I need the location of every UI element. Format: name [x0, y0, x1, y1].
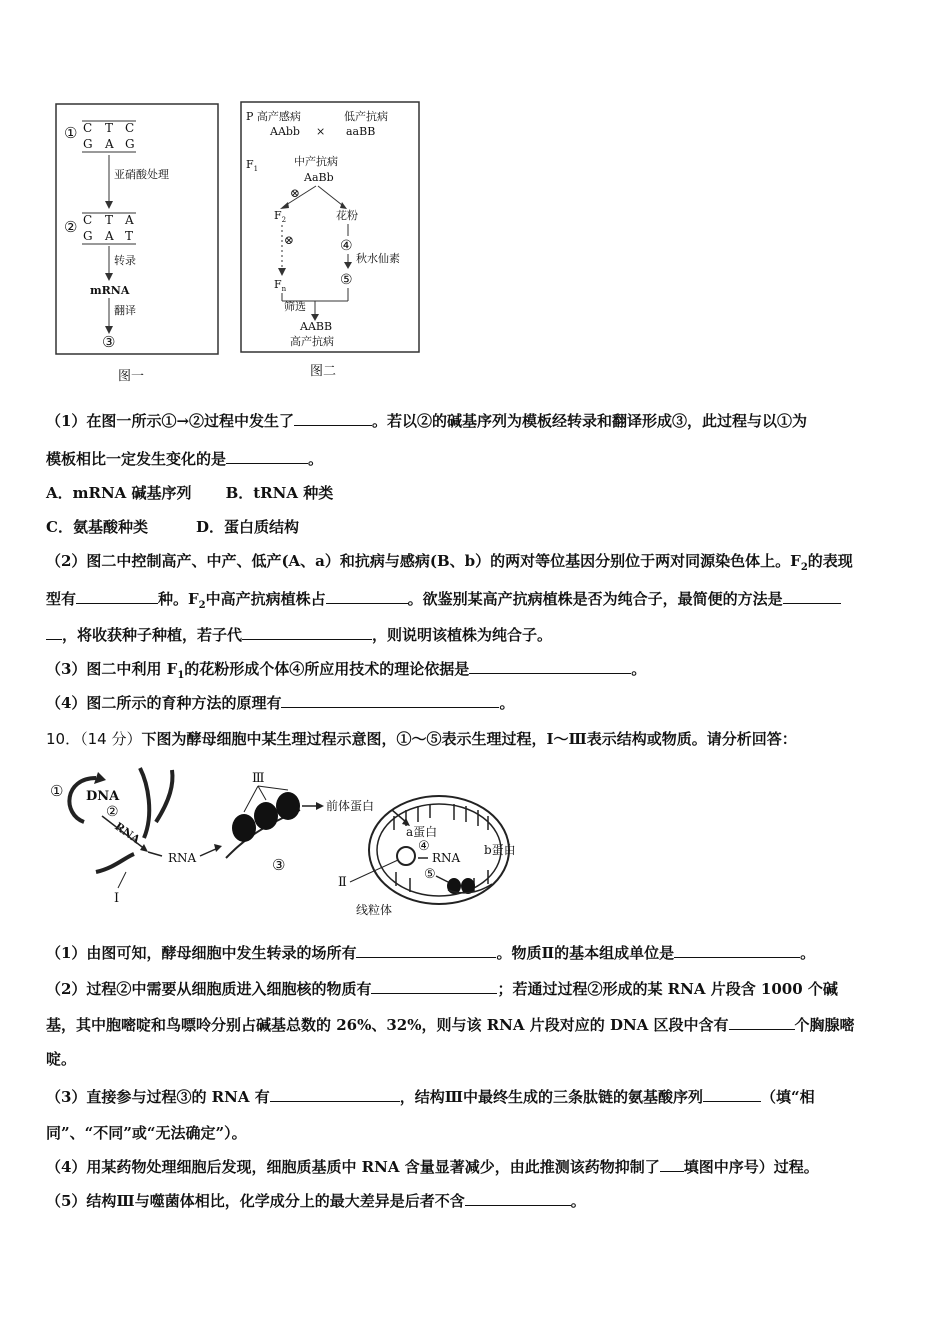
q9-options-row1: [46, 482, 910, 504]
q9-blank-5b[interactable]: [46, 625, 62, 640]
fig2-colchicine: 秋水仙素: [356, 252, 400, 265]
figure-2-frame: [241, 102, 419, 352]
q9-part1-line1: [46, 410, 910, 432]
q10-number: 10．（14 分）: [46, 730, 142, 748]
fig3-pointer-3a: [244, 786, 258, 812]
fig2-screen: 筛选: [284, 300, 306, 313]
fig2-step-4: ④: [340, 238, 353, 254]
fig3-mito-label: 线粒体: [356, 903, 393, 917]
figure-2: [236, 98, 426, 383]
q10-intro: [46, 728, 910, 750]
q10-part3-line1: [46, 1086, 910, 1108]
q9-part2-line3: [46, 624, 910, 646]
fig1-base: T: [125, 229, 134, 243]
fig1-step-2: 转录: [114, 254, 136, 267]
fig2-pollen: 花粉: [336, 209, 358, 222]
fig1-base: T: [105, 213, 114, 227]
fig2-f1-label: $F_1$: [246, 158, 259, 173]
fig2-p-right-geno: aaBB: [346, 125, 376, 138]
q10-part1-text-a: （1）由图可知，酵母细胞中发生转录的场所有: [46, 944, 357, 962]
q9-part2-text-d: 种。F: [158, 590, 199, 608]
fig2-cross: ×: [316, 125, 326, 138]
fig3-circle-4: ④: [418, 839, 430, 854]
q9-part3-text-c: 。: [631, 660, 647, 678]
fig1-step-1: 亚硝酸处理: [114, 168, 169, 181]
fig2-final-pheno: 高产抗病: [290, 335, 334, 348]
q10-blank-8[interactable]: [465, 1191, 571, 1206]
q9-part2-line2: [46, 588, 910, 617]
fig2-arrowhead-left: [280, 202, 289, 209]
q9-part1-line2: [46, 448, 910, 470]
fig1-circle-3: ③: [102, 333, 116, 351]
fig1-base: C: [83, 121, 93, 135]
q10-part1-text-b: 。物质Ⅱ的基本组成单位是: [496, 944, 675, 962]
fig3-precursor: 前体蛋白: [326, 799, 375, 813]
q9-blank-7[interactable]: [469, 659, 631, 674]
figure-3-diagram: [44, 764, 544, 924]
fig3-roman-1: Ⅰ: [114, 891, 120, 906]
fig2-p-right: 低产抗病: [344, 110, 388, 123]
fig2-fn-label: $F_n$: [274, 278, 287, 293]
fig1-base: G: [125, 137, 135, 151]
fig3-arrowhead-precursor: [316, 802, 324, 810]
q9-part3-text-a: （3）图二中利用 F: [46, 660, 178, 678]
fig1-step-3: 翻译: [114, 304, 136, 317]
fig3-nuclear-pore: [140, 768, 172, 838]
fig3-arrowhead-ribosome: [214, 844, 222, 852]
fig3-mito-dna: [397, 847, 415, 865]
q10-part4-text-a: （4）用某药物处理细胞后发现，细胞质基质中 RNA 含量显著减少，由此推测该药物抑制了: [46, 1158, 660, 1176]
q9-part2-text-c: 型有: [46, 590, 77, 608]
fig1-base: T: [105, 121, 114, 135]
q9-blank-6[interactable]: [242, 625, 372, 640]
q10-part1: [46, 942, 910, 964]
q10-blank-4[interactable]: [729, 1015, 795, 1030]
q9-part2-text-h: ，则说明该植株为纯合子。: [372, 626, 553, 644]
q9-part2-text-e: 中高产抗病植株占: [205, 590, 326, 608]
q10-blank-7[interactable]: [660, 1157, 684, 1172]
fig2-arrowhead-right: [340, 202, 347, 209]
q9-blank-4[interactable]: [326, 589, 408, 604]
q10-blank-3[interactable]: [371, 979, 497, 994]
fig1-base: C: [125, 121, 135, 135]
fig3-rna: RNA: [168, 851, 197, 865]
q9-part2-sub-d: 2: [198, 600, 206, 611]
fig2-f1-pheno: 中产抗病: [294, 155, 338, 168]
q9-part4-text-b: 。: [499, 694, 515, 712]
q10-part2-text-c: 基，其中胞嘧啶和鸟嘌呤分别占碱基总数的 26%、32%，则与该 RNA 片段对应的 DNA 区段中含有: [46, 1016, 729, 1034]
q9-option-c[interactable]: C．氨基酸种类: [46, 518, 148, 536]
q10-blank-2[interactable]: [674, 943, 800, 958]
q9-blank-3[interactable]: [76, 589, 158, 604]
fig3-arrow-5: [436, 876, 448, 882]
figure-1-frame: [56, 104, 218, 354]
fig2-f2-label: $F_2$: [274, 209, 287, 224]
fig2-p-left: P 高产感病: [246, 110, 301, 123]
q9-part3-text-b: 的花粉形成个体④所应用技术的理论依据是: [184, 660, 470, 678]
q10-intro-text: 下图为酵母细胞中某生理过程示意图，①～⑤表示生理过程，Ⅰ～Ⅲ表示结构或物质。请分析回答：: [141, 730, 797, 748]
q9-blank-2[interactable]: [226, 449, 308, 464]
figure-1: [52, 100, 222, 390]
q9-options-row2: [46, 516, 910, 538]
q10-part4: [46, 1156, 910, 1178]
fig1-base: A: [105, 229, 114, 243]
q10-part5: [46, 1190, 910, 1212]
fig2-final-geno: AABB: [300, 320, 333, 333]
fig3-arrowhead-2: [140, 844, 148, 852]
q9-blank-1[interactable]: [294, 411, 372, 426]
fig2-selfing-1: ⊗: [290, 186, 301, 200]
fig3-pointer-1: [118, 872, 126, 888]
q9-option-d[interactable]: D．蛋白质结构: [195, 518, 299, 536]
fig3-dna: DNA: [86, 789, 120, 804]
fig3-ribosome-3: [276, 792, 300, 820]
q9-part2-text-b: 的表现: [807, 552, 853, 570]
q9-part2-text-a: （2）图二中控制高产、中产、低产(A、a）和抗病与感病(B、b）的两对等位基因分别位于两对同源染色体上。F: [46, 552, 801, 570]
fig2-arrowhead-dotted: [278, 268, 286, 276]
q10-part4-text-b: 填图中序号）过程。: [683, 1158, 819, 1176]
q10-part2-text-e: 啶。: [46, 1050, 77, 1068]
q9-part2-text-f: 。欲鉴别某高产抗病植株是否为纯合子，最简便的方法是: [407, 590, 783, 608]
figure-1-diagram: [52, 100, 222, 390]
q10-blank-5[interactable]: [270, 1087, 400, 1102]
fig3-circle-2: ②: [106, 804, 119, 820]
fig1-arrowhead-2: [105, 273, 113, 281]
fig3-nuclear-envelope: [96, 854, 134, 872]
fig1-arrowhead-1: [105, 201, 113, 209]
fig3-pointer-3c: [258, 786, 288, 790]
fig3-rna-2: RNA: [432, 851, 461, 865]
figure-2-caption: 图二: [310, 364, 337, 379]
fig2-selfing-2: ⊗: [284, 233, 295, 247]
fig3-arrow-rna: [148, 852, 162, 856]
q9-part2-text-g: ，将收获种子种植，若子代: [62, 626, 243, 644]
q9-part1-text-c: 模板相比一定发生变化的是: [46, 450, 227, 468]
fig1-base: C: [83, 213, 93, 227]
q10-blank-6[interactable]: [703, 1087, 761, 1102]
fig3-roman-3: Ⅲ: [252, 771, 265, 786]
q9-option-b[interactable]: B．tRNA 种类: [225, 484, 334, 502]
q10-blank-1[interactable]: [356, 943, 496, 958]
q9-part4-text-a: （4）图二所示的育种方法的原理有: [46, 694, 282, 712]
fig1-base: A: [105, 137, 114, 151]
fig1-base: A: [125, 213, 134, 227]
fig2-arrow-right: [318, 186, 342, 205]
q10-part2-line1: [46, 978, 910, 1000]
fig3-b-protein: b蛋白: [484, 843, 516, 857]
fig1-circle-2: ②: [64, 218, 78, 236]
q10-part2-text-a: （2）过程②中需要从细胞质进入细胞核的物质有: [46, 980, 372, 998]
fig1-base: G: [83, 229, 93, 243]
q9-part3: [46, 658, 910, 687]
fig3-a-protein: a蛋白: [406, 825, 438, 839]
q10-part5-text-b: 。: [570, 1192, 586, 1210]
q10-part2-line3: [46, 1048, 910, 1070]
fig1-base: G: [83, 137, 93, 151]
figure-3: [44, 764, 544, 924]
q9-blank-8[interactable]: [281, 693, 499, 708]
q10-part2-line2: [46, 1014, 910, 1036]
q10-part3-text-b: ，结构Ⅲ中最终生成的三条肽链的氨基酸序列: [399, 1088, 703, 1106]
fig1-mrna: mRNA: [90, 284, 130, 297]
fig3-circle-1: ①: [50, 782, 64, 800]
q9-part3-sub: 1: [177, 670, 185, 681]
q10-part3-text-c: （填“相: [760, 1088, 815, 1106]
fig3-ribosome-2: [254, 802, 278, 830]
q10-part3-text-d: 同”、“不同”或“无法确定”）。: [46, 1124, 247, 1142]
fig2-f1-geno: AaBb: [304, 171, 334, 184]
q10-part1-text-c: 。: [800, 944, 816, 962]
fig3-ribosome-1: [232, 814, 256, 842]
fig2-p-left-geno: AAbb: [270, 125, 300, 138]
q10-part5-text-a: （5）结构Ⅲ与噬菌体相比，化学成分上的最大差异是后者不含: [46, 1192, 465, 1210]
q9-part4: [46, 692, 910, 714]
fig1-circle-1: ①: [64, 124, 78, 142]
q9-part2-line1: [46, 550, 910, 579]
fig2-arrowhead-4: [344, 262, 352, 269]
q10-part3-line2: [46, 1122, 910, 1144]
fig3-circle-3: ③: [272, 856, 286, 874]
fig3-pointer-3b: [258, 786, 266, 800]
figure-1-caption: 图一: [118, 369, 145, 384]
fig3-rna-diagonal: RNA: [112, 819, 143, 847]
q10-part3-text-a: （3）直接参与过程③的 RNA 有: [46, 1088, 270, 1106]
fig2-step-5: ⑤: [340, 272, 353, 288]
q9-blank-5a[interactable]: [783, 589, 841, 604]
q9-part2-sub-a: 2: [800, 562, 808, 573]
figure-2-diagram: [236, 98, 426, 383]
q10-part2-text-b: ；若通过过程②形成的某 RNA 片段含 1000 个碱: [497, 980, 838, 998]
q9-part1-text-a: （1）在图一所示①→②过程中发生了: [46, 412, 295, 430]
q9-part1-text-d: 。: [308, 450, 324, 468]
q10-part2-text-d: 个胸腺嘧: [794, 1016, 855, 1034]
q9-option-a[interactable]: A．mRNA 碱基序列: [46, 484, 192, 502]
q9-part1-text-b: 。若以②的碱基序列为模板经转录和翻译形成③，此过程与以①为: [372, 412, 808, 430]
fig3-circle-5: ⑤: [424, 867, 436, 882]
fig3-roman-2: Ⅱ: [338, 875, 347, 890]
